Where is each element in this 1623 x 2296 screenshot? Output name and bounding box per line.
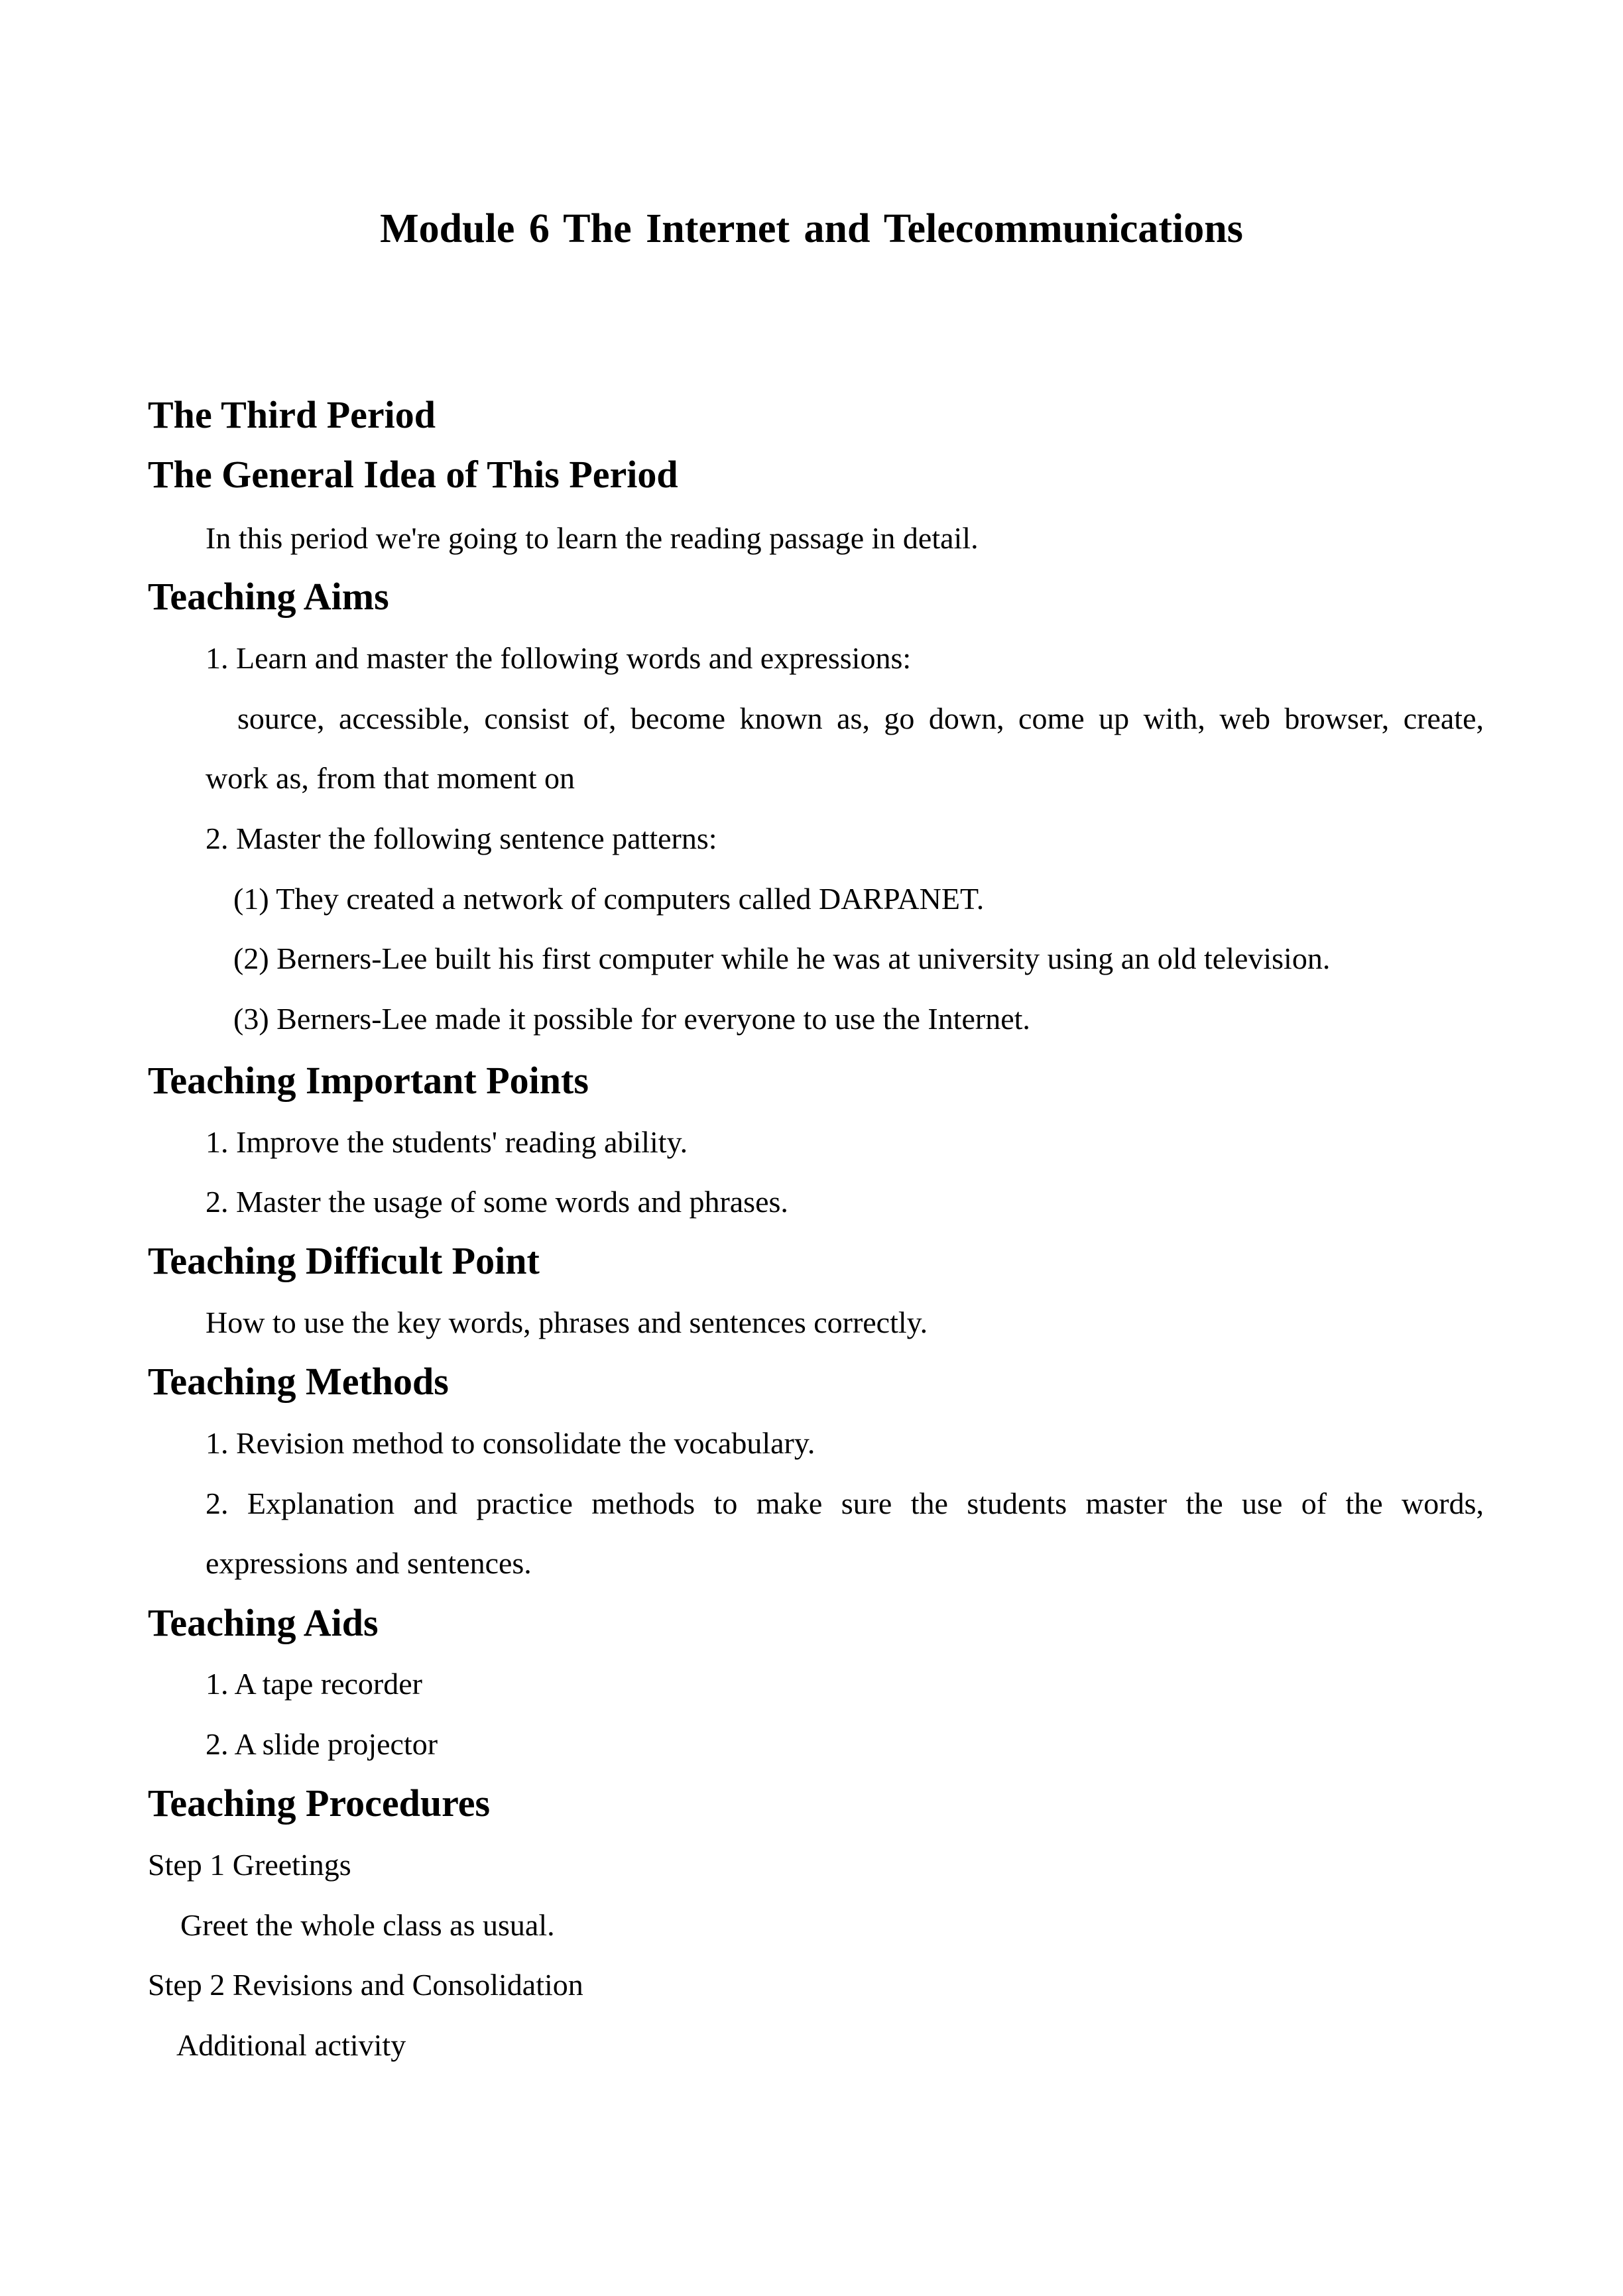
aims-words-line-2: work as, from that moment on bbox=[206, 761, 575, 795]
teaching-methods-heading: Teaching Methods bbox=[148, 1360, 449, 1403]
teaching-aids-heading: Teaching Aids bbox=[148, 1601, 379, 1644]
methods-item-2-line-2: expressions and sentences. bbox=[206, 1546, 532, 1580]
methods-item-2-line-1: 2. Explanation and practice methods to make sure the students master the use of the words, bbox=[206, 1486, 1484, 1520]
aids-item-1: 1. A tape recorder bbox=[206, 1667, 422, 1701]
sentence-pattern-2: (2) Berners-Lee built his first computer while he was at university using an old television. bbox=[233, 941, 1331, 975]
step-2-text: Additional activity bbox=[176, 2028, 406, 2062]
step-1-title: Step 1 Greetings bbox=[148, 1848, 351, 1882]
general-idea-heading: The General Idea of This Period bbox=[148, 453, 678, 496]
general-idea-text: In this period we're going to learn the reading passage in detail. bbox=[206, 521, 979, 555]
step-1-text: Greet the whole class as usual. bbox=[180, 1908, 555, 1942]
sentence-pattern-3: (3) Berners-Lee made it possible for everyone to use the Internet. bbox=[233, 1002, 1030, 1036]
teaching-aims-heading: Teaching Aims bbox=[148, 575, 389, 618]
step-2-title: Step 2 Revisions and Consolidation bbox=[148, 1968, 583, 2002]
important-point-1: 1. Improve the students' reading ability. bbox=[206, 1125, 688, 1159]
important-points-heading: Teaching Important Points bbox=[148, 1059, 589, 1102]
difficult-point-heading: Teaching Difficult Point bbox=[148, 1239, 540, 1282]
aids-item-2: 2. A slide projector bbox=[206, 1727, 438, 1761]
aims-item-1: 1. Learn and master the following words and expressions: bbox=[206, 641, 912, 675]
methods-item-1: 1. Revision method to consolidate the vocabulary. bbox=[206, 1426, 815, 1460]
aims-item-2: 2. Master the following sentence patterns: bbox=[206, 821, 717, 855]
period-heading: The Third Period bbox=[148, 393, 436, 436]
sentence-pattern-1: (1) They created a network of computers called DARPANET. bbox=[233, 882, 985, 916]
difficult-point-text: How to use the key words, phrases and sentences correctly. bbox=[206, 1305, 928, 1339]
important-point-2: 2. Master the usage of some words and phrases. bbox=[206, 1185, 788, 1219]
aims-words-line-1: source, accessible, consist of, become known as, go down, come up with, web browser, create, bbox=[237, 701, 1484, 735]
teaching-procedures-heading: Teaching Procedures bbox=[148, 1782, 491, 1825]
page-title: Module 6 The Internet and Telecommunications bbox=[380, 206, 1243, 251]
